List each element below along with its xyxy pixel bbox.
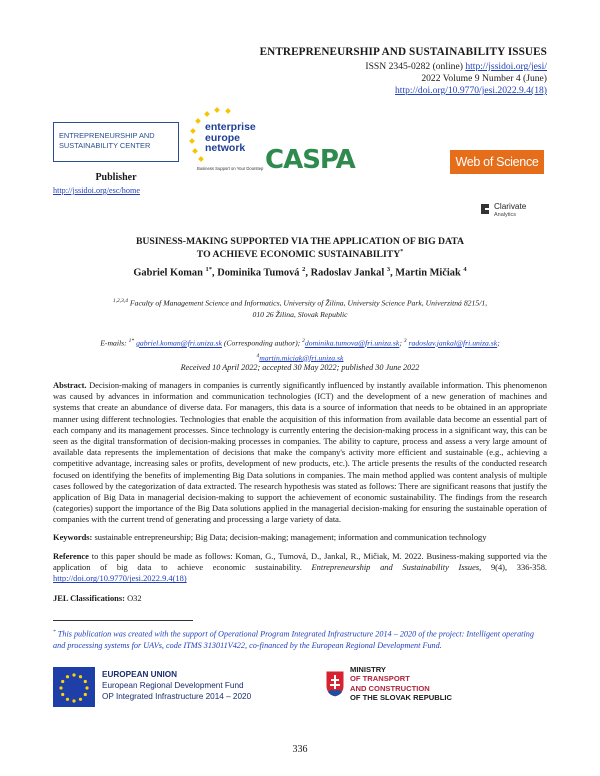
emails: E-mails: $^{1*}$ gabriel.koman@fri.uniza.sk (Corresponding author); $^2$dominika.tumova@fri.uniza.sk; $^3$ radoslav.jankal@fri.uniza.sk; $^4$martin.miciak@fri.uniza.sk	[100, 338, 500, 363]
clarivate-analytics-logo	[479, 201, 539, 221]
jel-classifications	[53, 593, 547, 604]
article-title	[60, 236, 540, 260]
keywords-text: sustainable entrepreneurship; Big Data; decision-making; management; information and communication technology	[94, 532, 487, 542]
esc-logo-line2: SUSTAINABILITY CENTER	[59, 141, 151, 150]
jel-code: O32	[127, 593, 142, 603]
publisher-label: Publisher	[95, 172, 137, 183]
reference	[53, 551, 547, 585]
email-note: (Corresponding author);	[223, 338, 301, 348]
keywords	[53, 532, 547, 543]
clarivate-sub: Analytics	[494, 212, 517, 218]
email-link[interactable]: radoslav.jankal@fri.uniza.sk	[408, 338, 498, 348]
een-line3: network	[205, 142, 246, 154]
esc-logo	[53, 122, 179, 162]
journal-issn-line	[365, 61, 547, 72]
eu-line2: European Regional Development Fund	[102, 680, 244, 690]
publication-dates: Received 10 April 2022; accepted 30 May 2022; published 30 June 2022	[180, 363, 420, 372]
eu-stars-icon	[53, 667, 95, 707]
title-footnote-mark: *	[400, 249, 404, 255]
abstract	[53, 380, 547, 526]
page-number: 336	[292, 744, 308, 755]
clarivate-name: Clarivate	[494, 202, 527, 211]
article-title-line2-wrap	[60, 247, 540, 260]
email-link[interactable]: martin.miciak@fri.uniza.sk	[259, 353, 344, 363]
article-title-line1: BUSINESS-MAKING SUPPORTED VIA THE APPLICATION OF BIG DATA	[135, 236, 465, 247]
footnote-mark: *	[53, 629, 56, 635]
een-wordmark	[205, 122, 256, 154]
keywords-label: Keywords:	[53, 532, 93, 542]
caspa-logo	[265, 145, 355, 175]
een-line1: enterprise	[205, 121, 256, 133]
een-star-icon	[192, 148, 198, 154]
ministry-line4: OF THE SLOVAK REPUBLIC	[350, 693, 452, 703]
een-star-icon	[195, 118, 201, 124]
author-name: Dominika Tumová	[217, 267, 300, 279]
author-name: Martin Mičiak	[395, 267, 461, 279]
emails-prefix: E-mails:	[100, 338, 127, 348]
eu-line1: EUROPEAN UNION	[102, 670, 178, 679]
eu-funding-text	[102, 670, 251, 702]
reference-doi-link[interactable]: http://doi.org/10.9770/jesi.2022.9.4(18)	[53, 573, 187, 584]
journal-volume: 2022 Volume 9 Number 4 (June)	[421, 73, 547, 84]
author-name: Radoslav Jankal	[310, 267, 385, 279]
reference-journal: Entrepreneurship and Sustainability Issues,	[311, 562, 482, 573]
abstract-label: Abstract.	[53, 380, 87, 390]
een-star-icon	[214, 107, 220, 113]
authors-line: Gabriel Koman $^{1*}$, Dominika Tumová $^2$, Radoslav Jankal $^3$, Martin Mičiak $^4$	[133, 266, 467, 279]
footnote-text: This publication was created with the support of Operational Program Integrated Infrastructure 2014 – 2020 of the project: Intelligent operating and processing systems for UAVs, code ITMS 313011V422, co-financed by the European Regional Development Fund.	[53, 629, 534, 650]
journal-website-link[interactable]: http://jssidoi.org/jesi/	[465, 61, 547, 72]
web-of-science-logo: Web of Science	[450, 150, 544, 174]
publisher-link[interactable]: http://jssidoi.org/esc/home	[53, 186, 140, 195]
ministry-line3: AND CONSTRUCTION	[350, 683, 430, 693]
esc-logo-line1: ENTREPRENEURSHIP AND	[59, 131, 155, 140]
publisher-link-wrap	[53, 186, 140, 195]
journal-title: ENTREPRENEURSHIP AND SUSTAINABILITY ISSUES	[259, 46, 547, 58]
issn-text: ISSN 2345-0282 (online)	[365, 61, 463, 72]
footnote	[53, 627, 547, 651]
article-title-line2: TO ACHIEVE ECONOMIC SUSTAINABILITY	[196, 249, 401, 261]
author-sup: 2	[302, 266, 306, 273]
journal-doi-link[interactable]: http://doi.org/10.9770/jesi.2022.9.4(18)	[395, 85, 547, 96]
abstract-text: Decision-making of managers in companies is currently significantly influenced by instantly available information. This phenomenon was caused by advances in information and communication technologies (ICT) and the development of a new generation of machines and systems that create an abundance of diverse data. For managers, this data is a source of information that needs to be obtained in an appropriate manner using different technologies. Technologies that enable the acquisition of this information from available data become an essential part of each company and its management processes. Since technology is currently entering the decision-making process in a significant way, this can be seen as the digital transformation of decision-making processes in companies. The ability to capture, process and assess a very large amount of available data represents the implementation of decisions that make the company's activity more efficient and sustainable (e.g., achieving a competitive advantage, increasing sales or profits, development of new products, etc.). The article presents the results of the conducted research focused on identifying the benefits of implementing Big Data solutions in companies. The main method applied was content analysis of multiple cases followed by the categorization of data extracted. The research hypothesis was stated as follows: There are significant reasons that justify the application of Big Data in managerial decision-making to support the achievement of economic sustainability. The findings from the research (categories) support the importance of the Big Data solutions applied in the managerial decision-making for ensuring the sustainable operation of companies with the current trend of generating and processing a large variety of data.	[53, 380, 547, 525]
email-sup: 4	[256, 352, 260, 359]
een-star-icon	[190, 128, 196, 134]
jel-label: JEL Classifications:	[53, 593, 125, 603]
affiliation-line1: Faculty of Management Science and Informatics, University of Žilina, University Science Park, Univerzitná 8215/1,	[129, 298, 488, 308]
reference-tail: 9(4), 336-358.	[490, 562, 548, 573]
slovak-coat-of-arms-icon	[325, 670, 345, 698]
een-line2: europe	[205, 131, 241, 144]
affiliation	[60, 296, 540, 320]
ministry-text	[350, 665, 452, 703]
email-sup: 3	[403, 338, 407, 344]
email-sup: 2	[302, 338, 305, 344]
reference-text: to this paper should be made as follows: Koman, G., Tumová, D., Jankal, R., Mičiak, M. 2022. Business-making supported via the application of big data to achieve economic sustainability.	[53, 551, 547, 573]
author-sup: 4	[463, 266, 467, 273]
eu-line3: OP Integrated Infrastructure 2014 – 2020	[102, 691, 252, 701]
author-name: Gabriel Koman	[133, 267, 203, 279]
footnote-rule	[53, 620, 193, 621]
ministry-line2: OF TRANSPORT	[350, 674, 410, 684]
ministry-line1: MINISTRY	[350, 665, 386, 674]
een-star-icon	[198, 156, 204, 162]
email-link[interactable]: gabriel.koman@fri.uniza.sk	[136, 338, 222, 348]
een-star-icon	[189, 138, 195, 144]
clarivate-icon	[479, 202, 491, 216]
email-sup: 1*	[128, 338, 135, 344]
email-link[interactable]: dominika.tumova@fri.uniza.sk	[304, 338, 400, 348]
enterprise-europe-network-logo	[185, 108, 263, 178]
reference-label: Reference	[53, 551, 89, 561]
caspa-wordmark: CASPA	[265, 145, 355, 175]
een-star-icon	[225, 108, 231, 114]
author-sup: 1*	[205, 266, 213, 273]
author-sup: 3	[386, 266, 391, 273]
een-tagline: Business Support on Your Doorstep	[197, 166, 264, 171]
affiliation-line1-wrap	[60, 296, 540, 309]
eu-flag-icon	[53, 667, 95, 707]
een-star-icon	[204, 111, 210, 117]
affiliation-sup: 1,2,3,4	[112, 298, 128, 304]
affiliation-line2: 010 26 Žilina, Slovak Republic	[252, 309, 348, 319]
journal-doi-line	[395, 85, 547, 96]
